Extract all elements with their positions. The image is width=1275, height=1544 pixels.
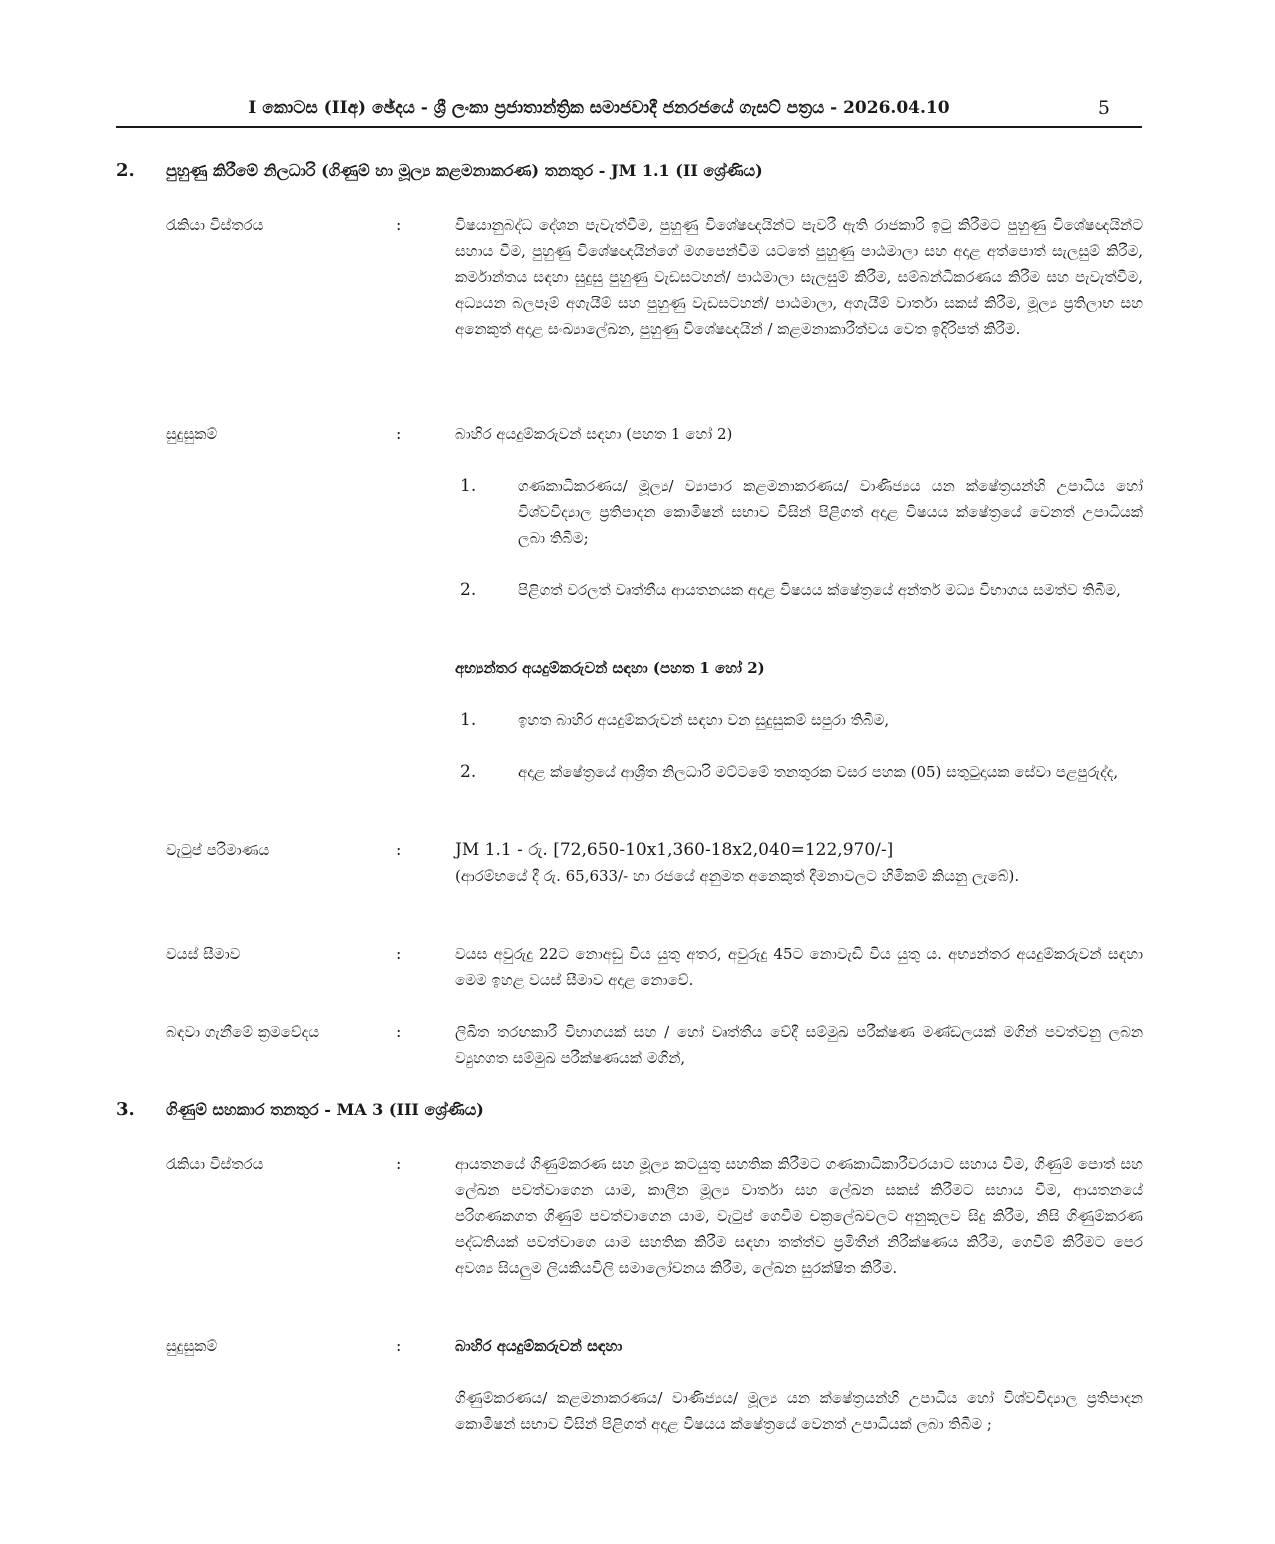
s2-qual-colon: : (396, 424, 402, 443)
s2-int-item-2-num: 2. (460, 762, 477, 782)
s2-int-item-2-text: අදාළ ක්ෂේත්‍රයේ ආශ්‍රිත නිලධාරි මට්ටමේ තනතුරක වසර පහක (05) සතුටුදායක සේවා පළපුරුද්ද, (518, 763, 1119, 781)
s2-ext-item-2-text: පිළිගත් වරලත් වෘත්තීය ආයතනයක අදාළ විෂයය ක්ෂේත්‍රයේ අන්තර් මධ්‍ය විභාගය සමත්ව තිබීම, (518, 581, 1121, 599)
s2-age-text: වයස අවුරුදු 22ට නොඅඩු විය යුතු අතර, අවුරුදු 45ට නොවැඩි විය යුතු ය. අභ්‍යන්තර අයදුම්කරුවන් සඳහා මෙම ඉහළ වයස් සීමාව අදාළ නොවේ. (455, 945, 1143, 989)
gazette-header-title: I කොටස (IIඅ) ඡේදය - ශ්‍රී ලංකා ප්‍රජාතාන්ත්‍රික සමාජවාදී ජනරජයේ ගැසට් පත්‍රය - 2026.04.10 (248, 98, 950, 118)
s2-salary-colon: : (396, 840, 402, 859)
s2-recruit-label: බඳවා ගැනීමේ ක්‍රමවේදය (166, 1023, 320, 1041)
s2-ext-item-2-num: 2. (460, 580, 477, 600)
s3-qual-label: සුදුසුකම් (166, 1337, 218, 1355)
s2-age-colon: : (396, 944, 402, 963)
s2-int-item-1-text: ඉහත බාහිර අයදුම්කරුවන් සඳහා වන සුදුසුකම් සපුරා තිබීම, (518, 711, 890, 729)
s3-qual-heading: බාහිර අයදුම්කරුවන් සඳහා (455, 1337, 623, 1355)
page-number: 5 (1097, 97, 1110, 119)
s2-recruit-text: ලිඛිත තරඟකාරී විභාගයක් සහ / හෝ වෘත්තීය වේදී සම්මුඛ පරීක්ෂණ මණ්ඩලයක් මගින් පවත්වනු ලබන ව්‍යුහගත සම්මුඛ පරීක්ෂණයක් මගින්, (455, 1023, 1143, 1067)
section-2-title: පුහුණු කිරීමේ නිලධාරි (ගිණුම් හා මූල්‍ය කළමනාකරණ) තනතුර - JM 1.1 (II ශ්‍රේණිය) (166, 161, 763, 180)
s2-internal-heading: අභ්‍යන්තර අයදුම්කරුවන් සඳහා (පහත 1 හෝ 2) (455, 659, 765, 677)
s2-salary-note: (ආරම්භයේ දී රු. 65,633/- හා රජයේ අනුමත අනෙකුත් දීමනාවලට හිමිකම් කියනු ලැබේ). (455, 867, 1020, 885)
section-2-number: 2. (116, 160, 135, 181)
gazette-header (116, 96, 1142, 128)
s2-salary-line: JM 1.1 - රු. [72,650-10x1,360-18x2,040=122,970/-] (455, 840, 894, 860)
s3-qual-colon: : (396, 1336, 402, 1355)
s2-age-label: වයස් සීමාව (166, 945, 241, 963)
s2-qual-label: සුදුසුකම් (166, 425, 218, 443)
s2-ext-item-1-text: ගණකාධිකරණය/ මූල්‍ය/ ව්‍යාපාර කළමනාකරණය/ වාණිජ්‍යය යන ක්ෂේත්‍රයන්හි උපාධිය හෝ විශ්වවිද්‍යාල ප්‍රතිපාදන කොමිෂන් සභාව විසින් පිළිගත් අදාළ විෂයය ක්ෂේත්‍රයේ වෙනත් උපාධියක් ලබා තිබීම; (518, 477, 1143, 547)
s2-salary-label: වැටුප් පරිමාණය (166, 841, 270, 859)
s2-duty-text: විෂයානුබද්ධ දේශන පැවැත්වීම, පුහුණු විශේෂඥයින්ට පැවරී ඇති රාජකාරි ඉටු කිරීමට පුහුණු විශේෂඥයින්ට සහාය වීම, පුහුණු විශේෂඥයින්ගේ මගපෙන්වීම යටතේ පුහුණු පාඨමාලා සහ අදාළ අත්පොත් සැලසුම් කිරීම, කර්මාන්තය සඳහා සුදුසු පුහුණු වැඩසටහන්/ පාඨමාලා සැලසුම් කිරීම, සම්බන්ධීකරණය කිරීම සහ පැවැත්වීම, අධ්‍යයන බලපෑම් අගැයීම් සහ පුහුණු වැඩසටහන්/ පාඨමාලා, අගැයීම් වාර්තා සකස් කිරීම, මූල්‍ය ප්‍රතිලාභ සහ අනෙකුත් අදාළ සංඛ්‍යාලේඛන, පුහුණු විශේෂඥයින් / කළමනාකාරීත්වය වෙත ඉදිරිපත් කිරීම. (455, 216, 1143, 338)
s2-recruit-colon: : (396, 1022, 402, 1041)
s2-ext-item-1-num: 1. (460, 476, 477, 496)
s3-duty-label: රැකියා විස්තරය (166, 1155, 264, 1173)
section-3-title: ගිණුම් සහකාර තනතුර - MA 3 (III ශ්‍රේණිය) (166, 1100, 484, 1119)
s3-qual-text: ගිණුම්කරණය/ කළමනාකරණය/ වාණිජ්‍යය/ මූල්‍ය යන ක්ෂේත්‍රයන්හි උපාධිය හෝ විශ්වවිද්‍යාල ප්‍රතිපාදන කොමිෂන් සභාව විසින් පිළිගත් අදාළ විෂයය ක්ෂේත්‍රයේ වෙනත් උපාධියක් ලබා තිබීම ; (455, 1389, 1143, 1433)
s3-duty-text: ආයතනයේ ගිණුම්කරණ සහ මූල්‍ය කටයුතු සහතික කිරීමට ගණකාධිකාරීවරයාට සහාය වීම, ගිණුම් පොත් සහ ලේඛන පවත්වාගෙන යාම, කාලීන මූල්‍ය වාර්තා සහ ලේඛන සකස් කිරීමට සහාය වීම, ආයතනයේ පරිගණකගත ගිණුම් පවත්වාගෙන යාම, වැටුප් ගෙවීම චක්‍රලේඛවලට අනුකූලව සිදු කිරීම, නිසි ගිණුම්කරණ පද්ධතියක් පවත්වාගෙ යාම සහතික කිරීම සඳහා තත්ත්ව ප්‍රමිතීන් නිරීක්ෂණය කිරීම, ගෙවීම් කිරීමට පෙර අවශ්‍ය සියලුම ලියකියවිලි සමාලෝචනය කිරීම, ලේඛන සුරක්ෂිත කිරීම. (455, 1155, 1143, 1277)
s2-int-item-1-num: 1. (460, 710, 477, 730)
s2-qual-intro: බාහිර අයදුම්කරුවන් සඳහා (පහත 1 හෝ 2) (455, 425, 733, 443)
s2-duty-label: රැකියා විස්තරය (166, 216, 264, 234)
s3-duty-colon: : (396, 1154, 402, 1173)
section-3-number: 3. (116, 1099, 135, 1120)
s2-duty-colon: : (396, 215, 402, 234)
